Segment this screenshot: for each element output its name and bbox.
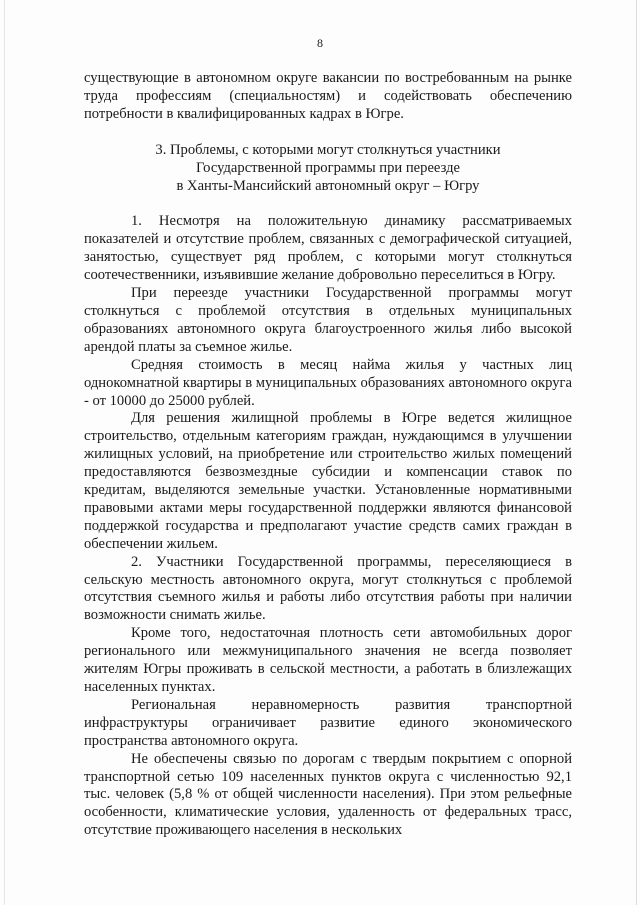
section-heading-line: Государственной программы при переезде [196, 159, 460, 176]
scan-edge-right [636, 0, 637, 905]
paragraph: Кроме того, недостаточная плотность сети автомобильных дорог регионального или межмуниципального значения не всегда позволяет жителям Югры проживать в сельской местности, а работать в близлежащих населенных пунктах. [84, 625, 572, 695]
paragraph: Региональная неравномерность развития транспортной инфраструктуры ограничивает развитие единого экономического пространства автономного округа. [84, 696, 572, 749]
section-heading-line: в Ханты-Мансийский автономный округ – Югру [176, 177, 480, 194]
section-heading-line: 3. Проблемы, с которыми могут столкнуться участники [155, 141, 501, 158]
paragraph: 1. Несмотря на положительную динамику рассматриваемых показателей и отсутствие проблем, связанных с демографической ситуацией, занятостью, существует ряд проблем, с которыми могут столкнуться соотечественники, изъявившие желание добровольно переселиться в Югру. [84, 213, 572, 284]
section-heading [84, 142, 572, 196]
paragraph: Не обеспечены связью по дорогам с твердым покрытием с опорной транспортной сетью 109 населенных пунктов округа с численностью 92,1 тыс. человек (5,8 % от общей численности населения). При этом рельефные особенности, климатические условия, удаленность от федеральных трасс, отсутствие проживающего населения в нескольких [84, 750, 572, 839]
paragraph: При переезде участники Государственной программы могут столкнуться с проблемой отсутствия в отдельных муниципальных образованиях автономного округа благоустроенного жилья либо высокой арендой платы за съемное жилье. [84, 285, 572, 355]
page-number: 8 [317, 36, 323, 50]
paragraph-continued: существующие в автономном округе вакансии по востребованным на рынке труда профессиям (специальностям) и содействовать обеспечению потребности в квалифицированных кадрах в Югре. [84, 70, 572, 122]
paragraph: Для решения жилищной проблемы в Югре ведется жилищное строительство, отдельным категориям граждан, нуждающимся в улучшении жилищных условий, на приобретение или строительство жилых помещений предоставляются безвозмездные субсидии и компенсации ставок по кредитам, выделяются земельные участки. Установленные нормативными правовыми актами меры государственной поддержки являются финансовой поддержкой государства и предполагают участие средств самих граждан в обеспечении жильем. [84, 410, 572, 552]
document-body [84, 70, 572, 840]
paragraph: 2. Участники Государственной программы, переселяющиеся в сельскую местность автономного округа, могут столкнуться с проблемой отсутствия съемного жилья и работы либо отсутствия работы при наличии возможности снимать жилье. [84, 553, 572, 624]
scan-edge-left [4, 0, 5, 905]
paragraph: Средняя стоимость в месяц найма жилья у частных лиц однокомнатной квартиры в муниципальных образованиях автономного округа - от 10000 до 25000 рублей. [84, 356, 572, 409]
